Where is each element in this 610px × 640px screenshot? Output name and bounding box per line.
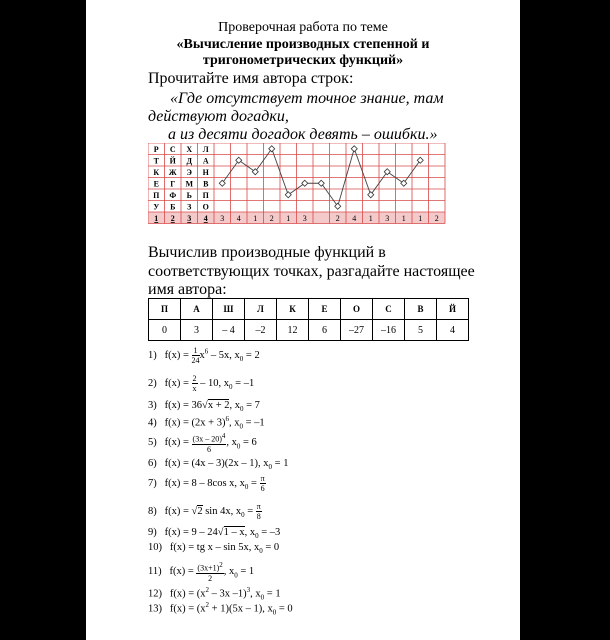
path-point [318, 180, 324, 186]
path-point [236, 157, 242, 163]
path-point [401, 180, 407, 186]
path-point [384, 169, 390, 175]
fraction: $\frac{(3x+1)^2}{2}$ [197, 561, 223, 583]
task-10: 10) f(x) = tg x – sin 5x, $x_0 = 0$ [148, 542, 280, 556]
grid-letter: М [185, 179, 194, 189]
answer-value-cell: 0 [149, 320, 181, 341]
grid-letter: Х [186, 145, 193, 154]
grid-letter: А [202, 156, 209, 166]
title-line-2: «Вычисление производных степенной и [176, 37, 430, 52]
grid-letter: С [169, 145, 176, 154]
grid-letter: Э [186, 168, 192, 177]
answer-letter-cell: Е [309, 299, 341, 320]
letter-grid-chart [148, 143, 484, 229]
answer-letter-cell: Л [245, 299, 277, 320]
answer-letter-cell: С [373, 299, 405, 320]
answer-letter-cell: А [181, 299, 213, 320]
task-1: 1) f(x) = $\frac{1}{24}$ $x^6 - 5x$, $x_0 = 2$ [148, 346, 260, 365]
answer-letter-cell: Й [437, 299, 469, 320]
sequence-number: 2 [434, 214, 439, 223]
answer-letter-cell: В [405, 299, 437, 320]
task-2: 2) f(x) = $\frac{2}{x}$ – 10, $x_0 = -1$ [148, 374, 255, 393]
path-point [335, 203, 341, 209]
title-line-1: Проверочная работа по теме [218, 20, 388, 35]
grid-letter: Н [202, 168, 209, 177]
grid-letter: Д [186, 156, 193, 166]
answer-letter-cell: К [277, 299, 309, 320]
grid-letter: О [202, 202, 209, 212]
sequence-number: 2 [269, 214, 274, 223]
sequence-number: 1 [401, 214, 406, 223]
quote-line-2: действуют догадки, [148, 108, 289, 125]
answer-table [148, 298, 469, 341]
grid-letter: П [153, 191, 160, 200]
grid-letter: Л [202, 145, 209, 154]
grid-letter: З [187, 202, 192, 212]
instruction-line-1: Вычислив производные функций в [148, 244, 386, 261]
sequence-number: 3 [385, 214, 390, 223]
answer-letter-cell: О [341, 299, 373, 320]
fraction: $\frac{\pi}{6}$ [260, 474, 265, 493]
answer-value-cell: –2 [245, 320, 277, 341]
sequence-number: 4 [352, 214, 357, 223]
grid-letter: Ь [186, 191, 192, 200]
path-point [219, 180, 225, 186]
path-point [302, 180, 308, 186]
column-number: 4 [203, 214, 208, 223]
fraction: $\frac{(3x - 20)^4}{6}$ [192, 432, 226, 454]
answer-value-cell: 4 [437, 320, 469, 341]
sequence-number: 4 [236, 214, 241, 223]
prompt-text: Прочитайте имя автора строк: [148, 70, 354, 87]
instruction-line-2: соответствующих точках, разгадайте настоящее [148, 263, 475, 280]
sequence-number: 2 [335, 214, 340, 223]
sequence-number: 3 [302, 214, 307, 223]
column-number: 1 [154, 214, 159, 223]
grid-letter: Ж [168, 168, 177, 177]
path-point [368, 192, 374, 198]
answer-letter-cell: П [149, 299, 181, 320]
fraction: $\frac{1}{24}$ [191, 346, 200, 365]
fraction: $\frac{2}{x}$ [192, 374, 197, 393]
sequence-number: 1 [253, 214, 258, 223]
answer-value-cell: – 4 [213, 320, 245, 341]
task-7: 7) f(x) = 8 – 8cos x, $x_0$ = $\frac{\pi}{6}$ [148, 474, 265, 493]
sequence-number: 1 [368, 214, 373, 223]
quote-line-3: а из десяти догадок девять – ошибки.» [168, 126, 438, 143]
instruction-line-3: имя автора: [148, 281, 227, 298]
task-8: 8) f(x) = √2 sin 4x, $x_0$ = $\frac{\pi}{8}$ [148, 502, 261, 521]
grid-letter: П [202, 191, 209, 200]
task-11: 11) f(x) = $\frac{(3x+1)^2}{2}$ , $x_0 = 1$ [148, 561, 255, 583]
column-number: 2 [170, 214, 175, 223]
path-point [417, 157, 423, 163]
answer-letter-cell: Ш [213, 299, 245, 320]
task-12: 12) $f(x) = (x^2 - 3x$ –1)$^3$, $x_0 = 1$ [148, 586, 281, 602]
worksheet-page [86, 0, 520, 640]
task-4: 4) $f(x) = (2x + 3)^6$, $x_0 = -1$ [148, 415, 265, 431]
answer-value-cell: –27 [341, 320, 373, 341]
answer-value-cell: 6 [309, 320, 341, 341]
grid-letter: Р [153, 145, 159, 154]
grid-letter: Ф [169, 191, 177, 200]
grid-letter: У [153, 202, 160, 212]
path-point [285, 192, 291, 198]
task-13: 13) $f(x) = (x^2 + 1)(5x - 1)$, $x_0 = 0$ [148, 601, 293, 617]
sequence-number: 1 [286, 214, 291, 223]
task-6: 6) f(x) = (4x – 3)(2x – 1), $x_0 = 1$ [148, 458, 289, 472]
quote-line-1: «Где отсутствует точное знание, там [170, 90, 444, 107]
grid-letter: Й [169, 156, 176, 166]
grid-letter: К [153, 168, 160, 177]
answer-value-cell: 12 [277, 320, 309, 341]
grid-letter: Е [153, 179, 159, 189]
answer-value-cell: 3 [181, 320, 213, 341]
answer-value-cell: –16 [373, 320, 405, 341]
path-point [252, 169, 258, 175]
path-point [351, 146, 357, 152]
column-number: 3 [187, 214, 192, 223]
fraction: $\frac{\pi}{8}$ [256, 502, 261, 521]
sequence-number: 3 [220, 214, 225, 223]
grid-letter: В [203, 179, 209, 189]
task-5: 5) f(x) = $\frac{(3x - 20)^4}{6}$ , $x_0 = 6$ [148, 432, 257, 454]
grid-letter: Б [170, 202, 176, 212]
task-9: 9) f(x) = 9 – 24√1 – x, $x_0 = -3$ [148, 527, 281, 541]
sequence-number: 1 [418, 214, 423, 223]
path-point [269, 146, 275, 152]
grid-letter: Т [153, 156, 159, 166]
answer-value-cell: 5 [405, 320, 437, 341]
title-line-3: тригонометрических функций» [202, 53, 404, 68]
task-3: 3) f(x) = 36√x + 2, $x_0 = 7$ [148, 400, 260, 414]
grid-letter: Г [170, 179, 176, 189]
